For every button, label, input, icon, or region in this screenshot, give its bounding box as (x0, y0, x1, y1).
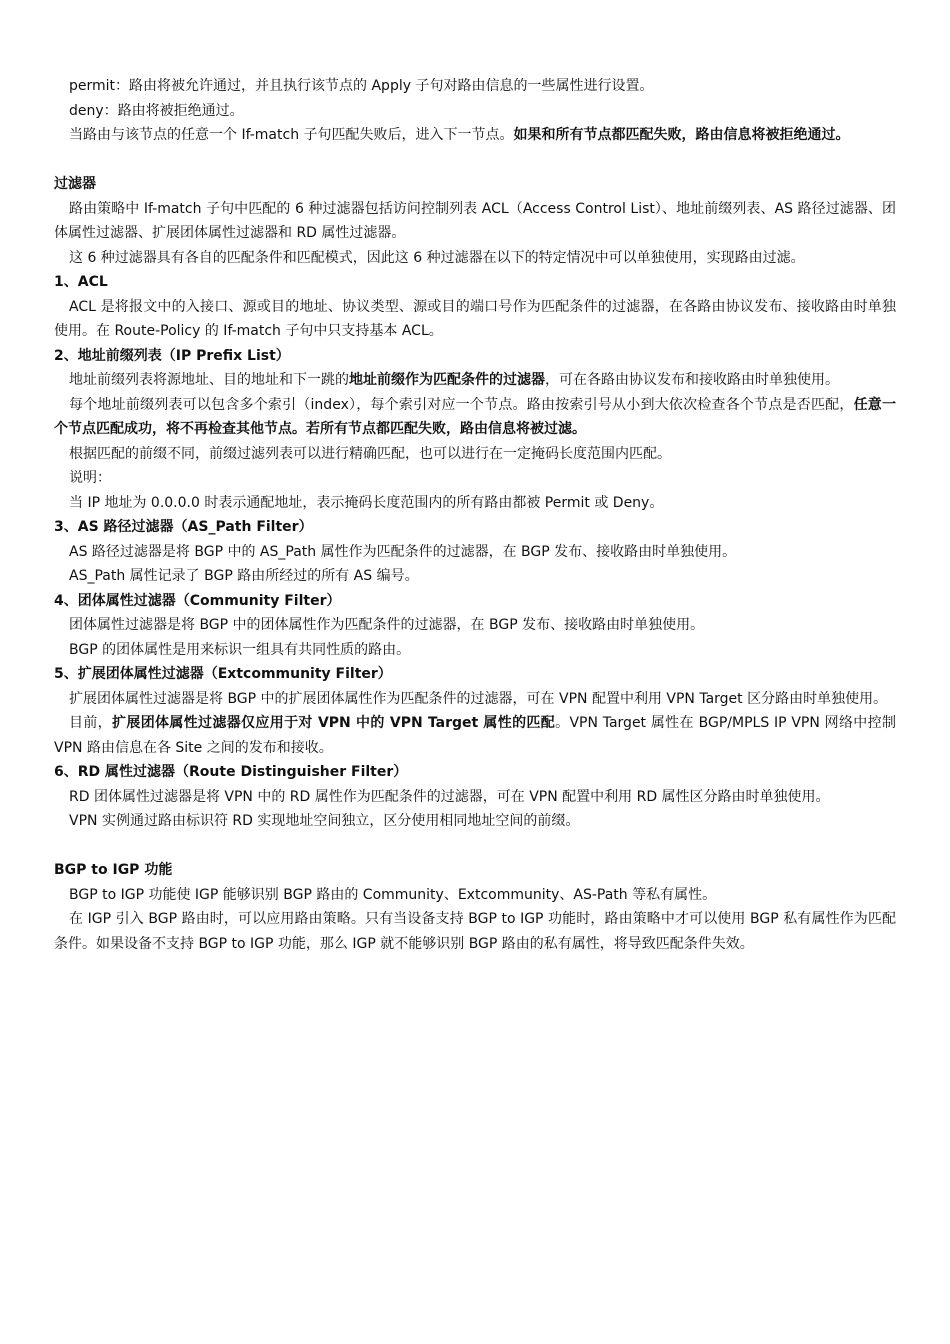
community-heading: 4、团体属性过滤器（Community Filter） (54, 592, 341, 609)
ext-p2-tail: 。VPN Target 属性在 BGP/MPLS IP VPN 网络中控制 VPN 路由信息在各 Site 之间的发布和接收。 (54, 715, 896, 756)
fail-text: 当路由与该节点的任意一个 If-match 子句匹配失败后，进入下一节点。 (69, 127, 514, 143)
filters-paragraph-1: 路由策略中 If-match 子句中匹配的 6 种过滤器包括访问控制列表 ACL（Access Control List）、地址前缀列表、AS 路径过滤器、团体属性过滤器、扩展团体属性过滤器和 RD 属性过滤器。 (54, 200, 896, 241)
acl-heading: 1、ACL (54, 274, 108, 290)
note-text: 当 IP 地址为 0.0.0.0 时表示通配地址，表示掩码长度范围内的所有路由都被 Permit 或 Deny。 (69, 494, 664, 511)
prefix-p1-text: 地址前缀列表将源地址、目的地址和下一跳的 (69, 372, 349, 388)
spacer (54, 834, 896, 859)
aspath-heading: 3、AS 路径过滤器（AS_Path Filter） (54, 519, 313, 535)
aspath-paragraph-2: AS_Path 属性记录了 BGP 路由所经过的所有 AS 编号。 (69, 568, 419, 584)
bgp-to-igp-heading: BGP to IGP 功能 (54, 862, 173, 878)
aspath-paragraph-1: AS 路径过滤器是将 BGP 中的 AS_Path 属性作为匹配条件的过滤器，在 BGP 发布、接收路由时单独使用。 (69, 543, 737, 560)
prefix-list-heading: 2、地址前缀列表（IP Prefix List） (54, 347, 290, 364)
prefix-paragraph-1 (54, 368, 896, 393)
acl-paragraph: ACL 是将报文中的入接口、源或目的地址、协议类型、源或目的端口号作为匹配条件的过滤器，在各路由协议发布、接收路由时单独使用。在 Route-Policy 的 If-match 子句中只支持基本 ACL。 (54, 298, 896, 339)
prefix-p1-bold: 地址前缀作为匹配条件的过滤器 (349, 372, 545, 388)
extcommunity-heading: 5、扩展团体属性过滤器（Extcommunity Filter） (54, 666, 392, 682)
prefix-p2-text: 每个地址前缀列表可以包含多个索引（index），每个索引对应一个节点。路由按索引号从小到大依次检查各个节点是否匹配， (69, 396, 854, 413)
rd-paragraph-1: RD 团体属性过滤器是将 VPN 中的 RD 属性作为匹配条件的过滤器，可在 VPN 配置中利用 RD 属性区分路由时单独使用。 (69, 788, 830, 805)
deny-line: deny：路由将被拒绝通过。 (69, 102, 244, 119)
note-label: 说明： (69, 470, 111, 486)
rd-paragraph-2: VPN 实例通过路由标识符 RD 实现地址空间独立，区分使用相同地址空间的前缀。 (69, 813, 580, 829)
prefix-paragraph-3: 根据匹配的前缀不同，前缀过滤列表可以进行精确匹配，也可以进行在一定掩码长度范围内匹配。 (69, 445, 671, 462)
rd-heading: 6、RD 属性过滤器（Route Distinguisher Filter） (54, 764, 408, 780)
ext-p2-text: 目前， (69, 715, 113, 731)
bgp-paragraph-1: BGP to IGP 功能使 IGP 能够识别 BGP 路由的 Community、Extcommunity、AS-Path 等私有属性。 (69, 886, 717, 903)
prefix-p2-bold: 任意一个节点匹配成功，将不再检查其他节点。若所有节点都匹配失败，路由信息将被过滤。 (54, 396, 896, 437)
prefix-p1-tail: ，可在各路由协议发布和接收路由时单独使用。 (545, 372, 839, 388)
prefix-paragraph-2 (54, 393, 896, 442)
extcommunity-paragraph-2 (54, 711, 896, 760)
filters-paragraph-2: 这 6 种过滤器具有各自的匹配条件和匹配模式，因此这 6 种过滤器在以下的特定情况中可以单独使用，实现路由过滤。 (69, 249, 805, 266)
community-paragraph-2: BGP 的团体属性是用来标识一组具有共同性质的路由。 (69, 641, 411, 658)
extcommunity-paragraph-1: 扩展团体属性过滤器是将 BGP 中的扩展团体属性作为匹配条件的过滤器，可在 VPN 配置中利用 VPN Target 区分路由时单独使用。 (69, 690, 888, 707)
fail-paragraph (54, 123, 896, 148)
fail-bold-text: 如果和所有节点都匹配失败，路由信息将被拒绝通过。 (513, 127, 850, 143)
ext-p2-bold: 扩展团体属性过滤器仅应用于对 VPN 中的 VPN Target 属性的匹配 (112, 715, 556, 731)
permit-line: permit：路由将被允许通过，并且执行该节点的 Apply 子句对路由信息的一些属性进行设置。 (69, 78, 654, 94)
filters-heading: 过滤器 (54, 176, 96, 192)
bgp-paragraph-2: 在 IGP 引入 BGP 路由时，可以应用路由策略。只有当设备支持 BGP to IGP 功能时，路由策略中才可以使用 BGP 私有属性作为匹配条件。如果设备不支持 BGP to IGP 功能，那么 IGP 就不能够识别 BGP 路由的私有属性，将导致匹配条件失效。 (54, 911, 896, 952)
community-paragraph-1: 团体属性过滤器是将 BGP 中的团体属性作为匹配条件的过滤器，在 BGP 发布、接收路由时单独使用。 (69, 617, 705, 633)
spacer (54, 148, 896, 173)
